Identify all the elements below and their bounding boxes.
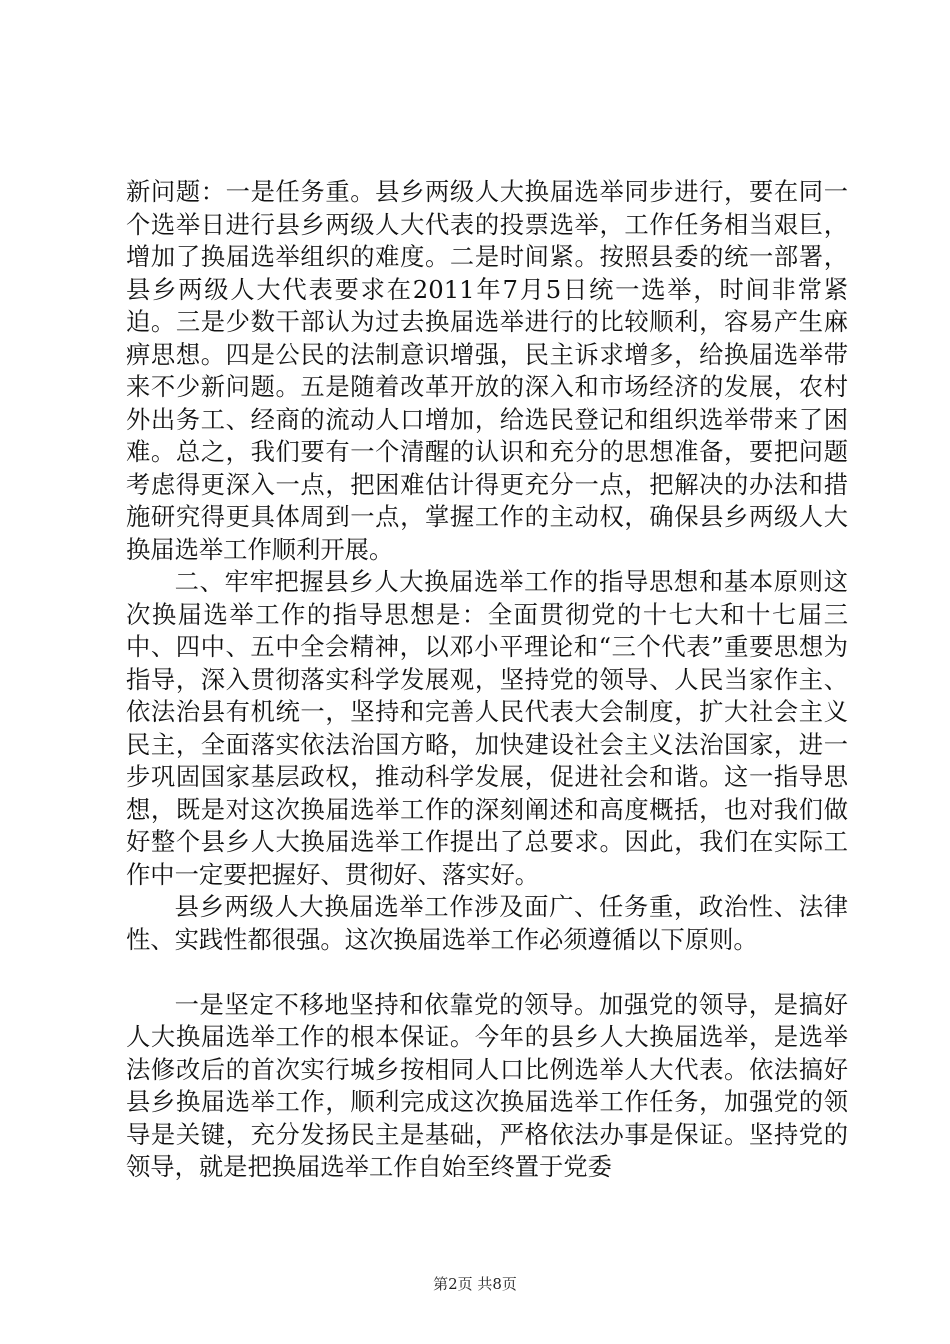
page-number-footer: 第2页 共8页 bbox=[433, 1275, 517, 1293]
paragraph-principle-one: 一是坚定不移地坚持和依靠党的领导。加强党的领导，是搞好人大换届选举工作的根本保证。今年的县乡人大换届选举，是选举法修改后的首次实行城乡按相同人口比例选举人大代表。依法搞好县乡换届选举工作，顺利完成这次换届选举工作任务，加强党的领导是关键，充分发扬民主是基础，严格依法办事是保证。坚持党的领导，就是把换届选举工作自始至终置于党委 bbox=[126, 989, 848, 1181]
paragraph-principles-intro: 县乡两级人大换届选举工作涉及面广、任务重，政治性、法律性、实践性都很强。这次换届选举工作必须遵循以下原则。 bbox=[126, 892, 848, 954]
document-body bbox=[126, 176, 848, 1184]
paragraph-continuation: 新问题：一是任务重。县乡两级人大换届选举同步进行，要在同一个选举日进行县乡两级人大代表的投票选举，工作任务相当艰巨，增加了换届选举组织的难度。二是时间紧。按照县委的统一部署，县乡两级人大代表要求在2011年7月5日统一选举，时间非常紧迫。三是少数干部认为过去换届选举进行的比较顺利，容易产生麻痹思想。四是公民的法制意识增强，民主诉求增多，给换届选举带来不少新问题。五是随着改革开放的深入和市场经济的发展，农村外出务工、经商的流动人口增加，给选民登记和组织选举带来了困难。总之，我们要有一个清醒的认识和充分的思想准备，要把问题考虑得更深入一点，把困难估计得更充分一点，把解决的办法和措施研究得更具体周到一点，掌握工作的主动权，确保县乡两级人大换届选举工作顺利开展。 bbox=[126, 177, 848, 564]
paragraph-guiding-thought: 二、牢牢把握县乡人大换届选举工作的指导思想和基本原则这次换届选举工作的指导思想是：全面贯彻党的十七大和十七届三中、四中、五中全会精神，以邓小平理论和“三个代表”重要思想为指导，深入贯彻落实科学发展观，坚持党的领导、人民当家作主、依法治县有机统一，坚持和完善人民代表大会制度，扩大社会主义民主，全面落实依法治国方略，加快建设社会主义法治国家，进一步巩固国家基层政权，推动科学发展，促进社会和谐。这一指导思想，既是对这次换届选举工作的深刻阐述和高度概括，也对我们做好整个县乡人大换届选举工作提出了总要求。因此，我们在实际工作中一定要把握好、贯彻好、落实好。 bbox=[126, 567, 848, 889]
